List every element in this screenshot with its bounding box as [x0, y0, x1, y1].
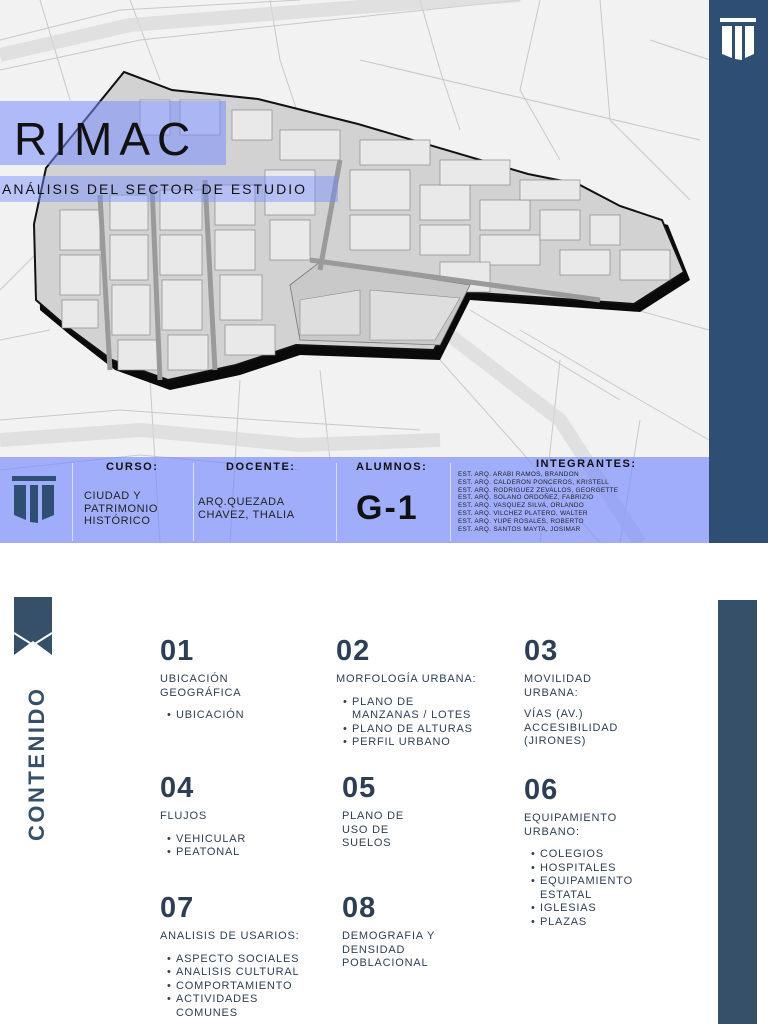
info-separator: [193, 463, 194, 541]
list-item: • ACTIVIDADES COMUNES: [160, 993, 299, 1020]
member-item: EST. ARQ. VASQUEZ SILVA, ORLANDO: [458, 502, 585, 510]
info-separator: [336, 463, 337, 541]
section-08: [342, 892, 435, 971]
list-item: • ANALISIS CULTURAL: [160, 966, 299, 980]
section-title: MORFOLOGÍA URBANA:: [336, 673, 477, 685]
member-item: EST. ARQ. RODRIGUEZ ZEVALLOS, GEORGETTE: [458, 486, 619, 494]
group-id: G-1: [356, 489, 419, 527]
list-item: • PERFIL URBANO: [336, 736, 476, 750]
member-item: EST. ARQ. SOLANO ORDOÑEZ, FABRIZIO: [458, 494, 594, 502]
member-item: EST. ARQ. YUPE ROSALES, ROBERTO: [458, 517, 584, 525]
list-item: • HOSPITALES: [524, 862, 633, 876]
section-01: [160, 635, 244, 723]
cover-subtitle: ANÁLISIS DEL SECTOR DE ESTUDIO: [2, 181, 308, 197]
member-item: EST. ARQ. ARABI RAMOS, BRANDON: [458, 471, 579, 478]
curso-value: CIUDAD Y PATRIMONIO HISTÓRICO: [84, 490, 159, 527]
right-accent-bar: [718, 600, 757, 1024]
section-number: 05: [342, 772, 377, 804]
list-item: • COLEGIOS: [524, 848, 633, 862]
contents-vertical-heading: [14, 663, 52, 843]
alumnos-label: ALUMNOS:: [356, 461, 428, 473]
info-separator: [72, 463, 73, 541]
section-title: DEMOGRAFIA Y DENSIDAD POBLACIONAL: [342, 930, 436, 969]
members-list: [458, 471, 618, 533]
member-item: EST. ARQ. CALDERON PONCEROS, KRISTELL: [458, 478, 610, 486]
section-title: UBICACIÓN GEOGRÁFICA: [160, 673, 242, 699]
section-number: 06: [524, 774, 559, 806]
section-06: [524, 774, 633, 929]
member-item: EST. ARQ. VILCHEZ PLATERO, WALTER: [458, 509, 588, 517]
section-items: [336, 696, 476, 750]
list-item: • IGLESIAS: [524, 902, 633, 916]
section-04: [160, 772, 246, 860]
member-item: EST. ARQ. SANTOS MAYTA, JOSIMAR: [458, 525, 581, 533]
docente-value: ARQ.QUEZADA CHAVEZ, THALIA: [198, 496, 295, 521]
docente-label: DOCENTE:: [226, 461, 296, 473]
section-02: [336, 635, 476, 750]
cover-title: RIMAC: [14, 113, 198, 165]
university-logo-icon: [718, 14, 758, 62]
list-item: • COMPORTAMIENTO: [160, 980, 299, 994]
section-number: 08: [342, 892, 377, 924]
section-number: 03: [524, 635, 559, 667]
bookmark-ribbon-icon: [14, 597, 52, 657]
section-number: 07: [160, 892, 195, 924]
list-item: • EQUIPAMIENTO ESTATAL: [524, 875, 633, 902]
university-logo-icon: [10, 470, 58, 524]
section-number: 04: [160, 772, 195, 804]
section-title: ANALISIS DE USARIOS:: [160, 930, 300, 942]
list-item: • UBICACIÓN: [160, 709, 244, 723]
section-items: [524, 848, 633, 929]
section-number: 02: [336, 635, 371, 667]
section-title: MOVILIDAD URBANA:: [524, 673, 592, 699]
section-title: EQUIPAMIENTO URBANO:: [524, 812, 617, 838]
section-03: [524, 635, 618, 749]
section-number: 01: [160, 635, 195, 667]
section-items: [160, 709, 244, 723]
contents-page: [0, 543, 768, 1024]
list-item: • VEHICULAR: [160, 833, 246, 847]
section-07: [160, 892, 299, 1020]
curso-label: CURSO:: [106, 461, 159, 473]
section-title: FLUJOS: [160, 810, 207, 822]
section-items: [160, 833, 246, 860]
section-title: PLANO DE USO DE SUELOS: [342, 810, 405, 849]
integrantes-label: INTEGRANTES:: [536, 458, 637, 470]
list-item: • PLAZAS: [524, 916, 633, 930]
list-item: • PEATONAL: [160, 846, 246, 860]
section-items: [160, 953, 299, 1021]
list-item: • PLANO DE ALTURAS: [336, 723, 476, 737]
section-description: VÍAS (AV.) ACCESIBILIDAD (JIRONES): [524, 708, 619, 747]
list-item: • PLANO DE MANZANAS / LOTES: [336, 696, 476, 723]
contents-heading-text: CONTENIDO: [24, 686, 49, 841]
info-separator: [450, 463, 451, 541]
section-05: [342, 772, 404, 851]
list-item: • ASPECTO SOCIALES: [160, 953, 299, 967]
right-accent-band: [709, 0, 768, 543]
